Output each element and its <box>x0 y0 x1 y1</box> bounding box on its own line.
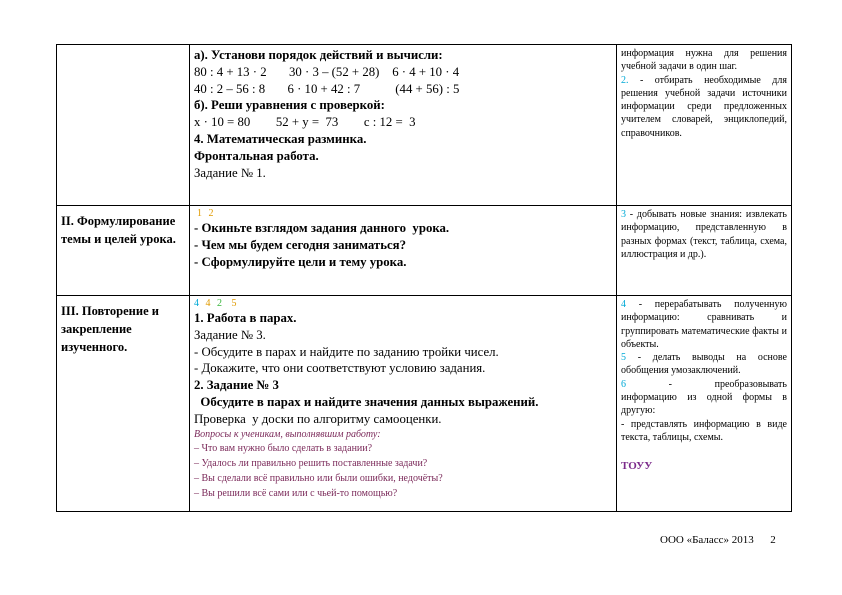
task-line: б). Реши уравнения с проверкой: <box>194 98 385 113</box>
task-line: Задание № 1. <box>194 165 266 180</box>
task-line: - Сформулируйте цели и тему урока. <box>194 254 407 269</box>
skills-cell <box>617 206 792 296</box>
page-footer: ООО «Баласс» 2013 2 <box>660 534 776 546</box>
skills-cell <box>617 45 792 206</box>
touu-label: ТОУУ <box>621 460 653 473</box>
task-line: а). Установи порядок действий и вычисли: <box>194 48 443 62</box>
questions-title: Вопросы к ученикам, выполнявшим работу: <box>194 428 381 440</box>
question-item: – Вы сделали всё правильно или были ошибки, недочёты? <box>194 472 443 484</box>
task-line: 80 : 4 + 13 · 2 30 · 3 – (52 + 28) 6 · 4 + 10 · 4 <box>194 64 460 79</box>
stage-title: III. Повторение и закрепление изученного. <box>61 304 159 354</box>
task-line: х · 10 = 80 52 + у = 73 с : 12 = 3 <box>194 115 416 130</box>
content-cell <box>190 296 617 512</box>
stage-cell <box>57 206 190 296</box>
skills-cell <box>617 296 792 512</box>
task-line: 4. Математическая разминка. <box>194 131 367 146</box>
skill-item: 2. - отбирать необходимые для решения учебной задачи источники информации среди предложенных учителем словарей, энциклопедий, справочников. <box>621 74 787 139</box>
task-line: 40 : 2 – 56 : 8 6 · 10 + 42 : 7 (44 + 56) : 5 <box>194 81 460 96</box>
stage-title: II. Формулирование темы и целей урока. <box>61 214 176 246</box>
task-line: - Окиньте взглядом задания данного урока. <box>194 221 450 235</box>
task-line: Проверка у доски по алгоритму самооценки. <box>194 411 442 426</box>
skill-numbers: 1 2 <box>197 208 214 219</box>
skill-item: - представлять информацию в виде текста, таблицы, схемы. <box>621 418 787 443</box>
question-item: – Что вам нужно было сделать в задании? <box>194 442 373 454</box>
task-line: Обсудите в парах и найдите значения данных выражений. <box>194 394 539 409</box>
task-line: - Обсудите в парах и найдите по заданию тройки чисел. <box>194 344 499 359</box>
table-row <box>57 45 792 206</box>
skill-item: 5 - делать выводы на основе обобщения умозаключений. <box>621 352 787 377</box>
skill-item: информация нужна для решения учебной задачи в один шаг. <box>621 48 787 73</box>
skill-item: 3 - добывать новые знания: извлекать информацию, представленную в разных формах (текст, таблица, схема, иллюстрация и др.). <box>621 209 787 260</box>
stage-cell <box>57 45 190 206</box>
skill-item: 6 - преобразовывать информацию из одной формы в другую: <box>621 378 790 417</box>
task-line: - Чем мы будем сегодня заниматься? <box>194 237 406 252</box>
task-line: Задание № 3. <box>194 327 266 342</box>
content-cell <box>190 45 617 206</box>
question-item: – Вы решили всё сами или с чьей-то помощью? <box>194 487 398 499</box>
lesson-table <box>56 44 792 512</box>
task-line: - Докажите, что они соответствуют условию задания. <box>194 361 486 376</box>
task-line: 2. Задание № 3 <box>194 378 279 393</box>
task-line: 1. Работа в парах. <box>194 311 297 325</box>
content-cell <box>190 206 617 296</box>
question-item: – Удалось ли правильно решить поставленные задачи? <box>194 457 428 469</box>
skill-numbers: 4 4 2 5 <box>194 298 237 309</box>
table-row <box>57 206 792 296</box>
skill-item: 4 - перерабатывать полученную информацию: сравнивать и группировать математические факты и объекты. <box>621 299 787 350</box>
table-row <box>57 296 792 512</box>
task-line: Фронтальная работа. <box>194 148 319 163</box>
stage-cell <box>57 296 190 512</box>
